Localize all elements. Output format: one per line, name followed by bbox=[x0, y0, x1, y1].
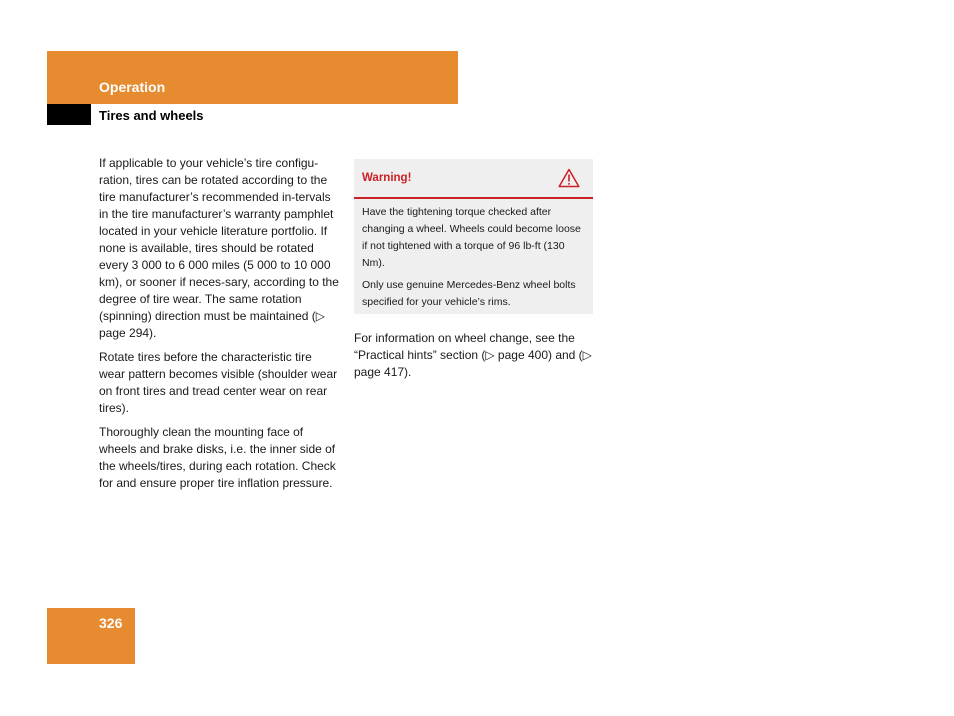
paragraph-rotate-before-wear: Rotate tires before the characteristic tire wear pattern becomes visible (shoulder wear on front tires and tread center wear on rear tires). bbox=[99, 350, 338, 415]
paragraph-wheel-change-reference: For information on wheel change, see the “Practical hints” section (▷ page 400) and (▷ page 417). bbox=[354, 331, 592, 379]
paragraph-clean-mounting-face: Thoroughly clean the mounting face of wheels and brake disks, i.e. the inner side of the wheels/tires, during each rotation. Check for and ensure proper tire inflation pressure. bbox=[99, 425, 336, 490]
warning-title: Warning! bbox=[362, 172, 412, 184]
page-number: 326 bbox=[99, 615, 123, 631]
subsection-title: Tires and wheels bbox=[99, 108, 204, 123]
paragraph-tire-rotation: If applicable to your vehicle’s tire configu-ration, tires can be rotated according to the tire manufacturer’s recommended in-tervals in the tire manufacturer’s warranty pamphlet located in your vehicle literature portfolio. If none is available, tires should be rotated every 3 000 to 6 000 miles (5 000 to 10 000 km), or sooner if neces-sary, according to the degree of tire wear. The same rotation (spinning) direction must be maintained (▷ page 294). bbox=[99, 156, 339, 340]
warning-paragraph-bolts: Only use genuine Mercedes-Benz wheel bolts specified for your vehicle’s rims. bbox=[362, 279, 576, 308]
warning-body bbox=[354, 199, 593, 311]
right-column bbox=[354, 330, 594, 381]
warning-triangle-icon bbox=[558, 168, 580, 188]
warning-box bbox=[354, 159, 593, 314]
section-header-bar bbox=[47, 51, 458, 104]
warning-paragraph-torque: Have the tightening torque checked after changing a wheel. Wheels could become loose if not tightened with a torque of 96 lb-ft (130 Nm). bbox=[362, 206, 581, 269]
section-title: Operation bbox=[99, 79, 166, 95]
section-marker-tab bbox=[47, 104, 91, 125]
warning-header bbox=[354, 159, 593, 199]
left-column bbox=[99, 155, 339, 499]
